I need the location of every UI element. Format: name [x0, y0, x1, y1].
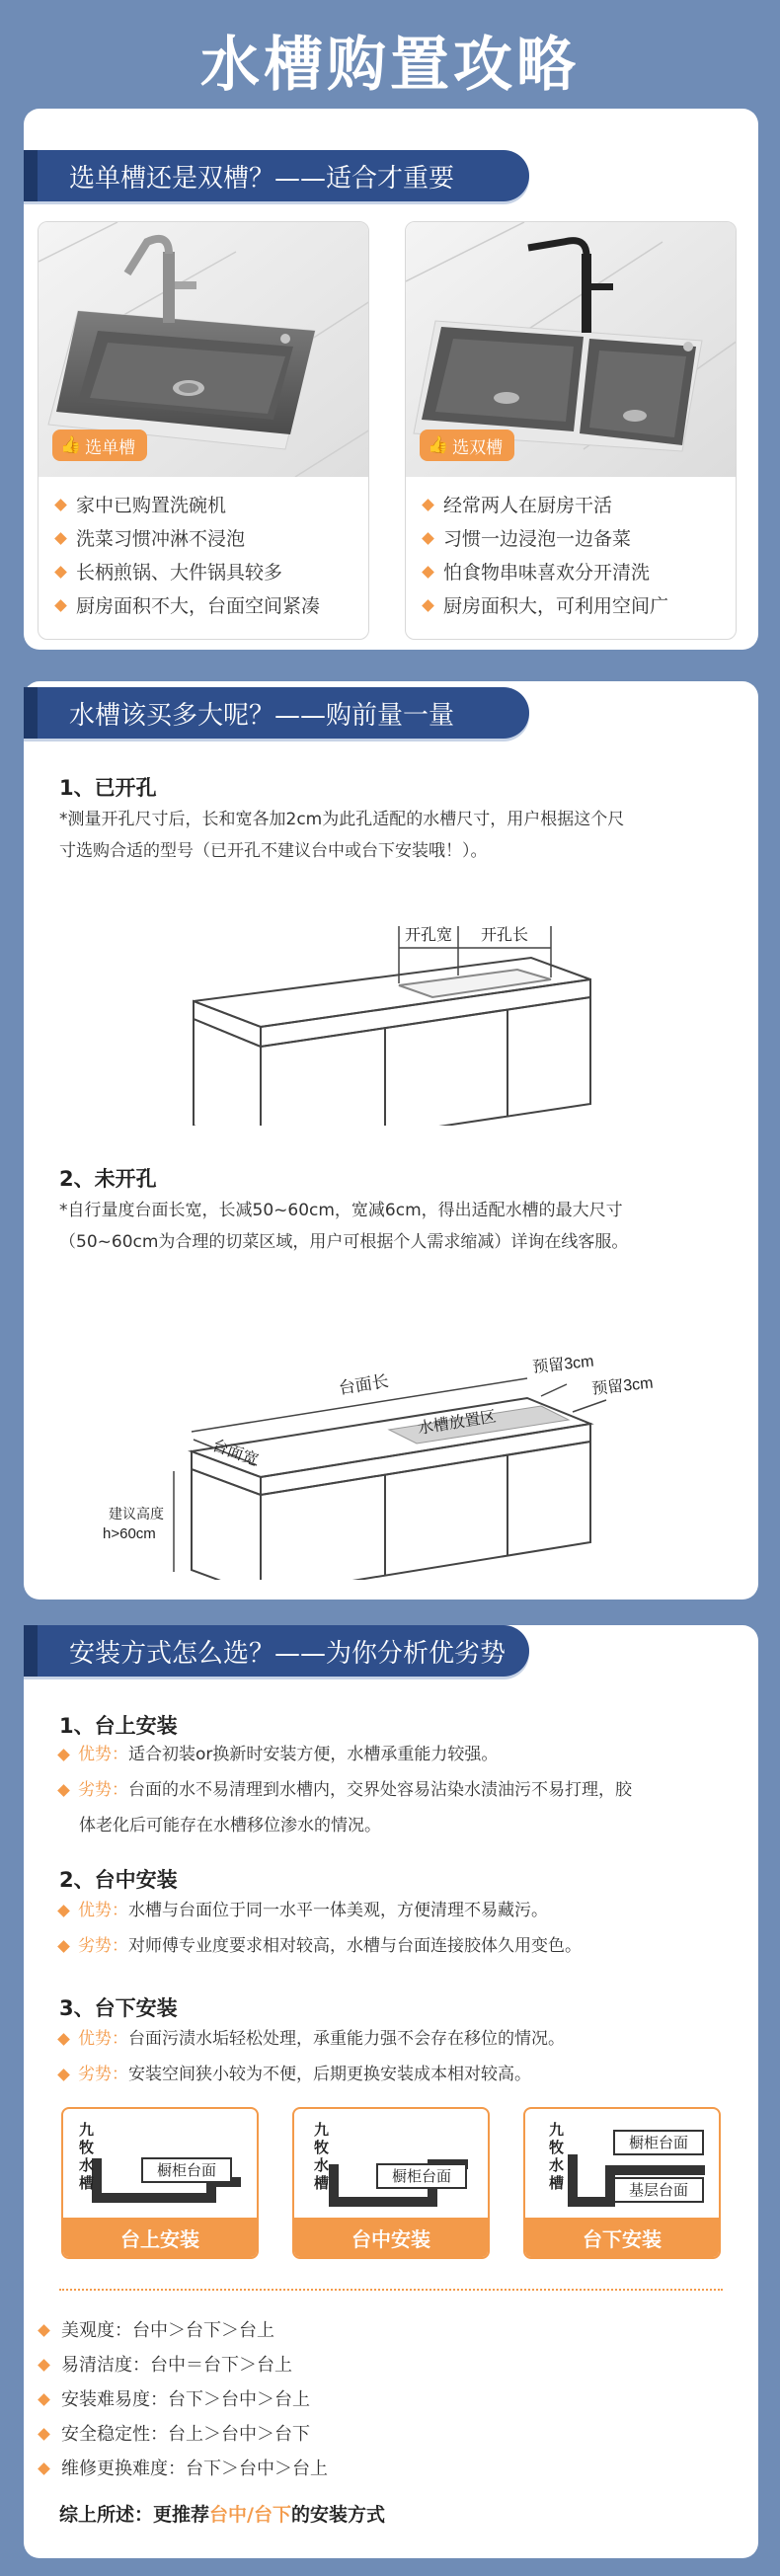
- counter-label: 橱柜台面: [391, 2168, 452, 2185]
- pro-label: 优势：: [78, 1745, 128, 1764]
- single-sink-panel: [38, 221, 369, 640]
- brand-char: 九: [314, 2122, 330, 2139]
- conclusion-suffix: 的安装方式: [290, 2504, 385, 2526]
- section2-part1-text-1: *测量开孔尺寸后，长和宽各加2cm为此孔适配的水槽尺寸，用户根据这个尺: [59, 810, 625, 829]
- brand-char: 牧: [549, 2140, 565, 2156]
- install-under-sketch: [525, 2109, 721, 2220]
- single-sink-tag-label: 选单槽: [85, 437, 136, 458]
- thumbs-up-icon: 👍: [428, 435, 449, 455]
- double-sink-panel: [405, 221, 737, 640]
- pro-label: 优势：: [78, 2029, 128, 2049]
- counter-length-label: 台面长: [337, 1371, 390, 1398]
- page-title: 水槽购置攻略: [200, 31, 580, 100]
- install-mid-pro: [59, 1894, 750, 1927]
- brand-char: 九: [79, 2122, 95, 2139]
- pro-text: 适合初装or换新时安装方便，水槽承重能力较强。: [128, 1745, 499, 1764]
- counter-label: 橱柜台面: [156, 2162, 217, 2179]
- base-label: 基层台面: [628, 2182, 689, 2199]
- install-under-label: 台下安装: [525, 2218, 719, 2257]
- con-label: 劣势：: [78, 1780, 128, 1800]
- install-top-con-2: [59, 1809, 750, 1842]
- list-item: 厨房面积不大，台面空间紧凑: [56, 589, 320, 623]
- list-item: 习惯一边浸泡一边备菜: [424, 522, 668, 556]
- list-item: 怕食物串味喜欢分开清洗: [424, 556, 668, 589]
- list-item: 安装难易度：台下＞台中＞台上: [39, 2382, 328, 2417]
- con-label: 劣势：: [78, 2065, 128, 2084]
- diamond-icon: [57, 1940, 70, 1953]
- counter-width-label: 台面宽: [209, 1437, 261, 1470]
- list-item: 易清洁度：台中＝台下＞台上: [39, 2348, 328, 2382]
- list-item: 维修更换难度：台下＞台中＞台上: [39, 2452, 328, 2486]
- reserve-label-2: 预留3cm: [590, 1374, 655, 1398]
- cut-hole-diagram: [24, 889, 758, 1126]
- install-under-pro: [59, 2022, 750, 2056]
- section2-part2-text-1: *自行量度台面长宽，长减50~60cm，宽减6cm，得出适配水槽的最大尺寸: [59, 1201, 623, 1220]
- diamond-icon: [57, 2069, 70, 2081]
- dotted-divider: [59, 2289, 723, 2291]
- brand-char: 槽: [314, 2175, 330, 2192]
- height-label-2: h>60cm: [103, 1525, 156, 1542]
- double-sink-tag-label: 选双槽: [452, 437, 504, 458]
- install-mid-label: 台中安装: [294, 2218, 488, 2257]
- brand-char: 水: [79, 2157, 95, 2174]
- install-mid-title: 2、台中安装: [59, 1868, 178, 1892]
- sink-area-label: 水槽放置区: [416, 1408, 498, 1438]
- install-diagram-under: [523, 2107, 721, 2259]
- brand-char: 槽: [79, 2175, 95, 2192]
- section2-part1-text-2: 寸选购合适的型号（已开孔不建议台中或台下安装哦！）。: [59, 841, 488, 861]
- con-text: 对师傅专业度要求相对较高，水槽与台面连接胶体久用变色。: [128, 1936, 582, 1956]
- pro-text: 台面污渍水垢轻松处理，承重能力强不会存在移位的情况。: [128, 2029, 565, 2049]
- install-under-title: 3、台下安装: [59, 1996, 178, 2020]
- section2-part2-title: 2、未开孔: [59, 1167, 157, 1191]
- list-item: 长柄煎锅、大件锅具较多: [56, 556, 320, 589]
- install-under-con: [59, 2058, 750, 2091]
- cut-length-label: 开孔长: [480, 927, 529, 944]
- list-item: 经常两人在厨房干活: [424, 489, 668, 522]
- install-top-con: [59, 1773, 750, 1807]
- diamond-icon: [57, 1749, 70, 1761]
- pro-text: 水槽与台面位于同一水平一体美观，方便清理不易藏污。: [128, 1901, 548, 1920]
- list-item: 厨房面积大，可利用空间广: [424, 589, 668, 623]
- brand-char: 牧: [79, 2140, 95, 2156]
- section3-header: 安装方式怎么选？——为你分析优劣势: [24, 1625, 529, 1677]
- install-top-title: 1、台上安装: [59, 1714, 178, 1738]
- double-sink-tag: [420, 429, 514, 461]
- single-sink-reasons: [56, 489, 320, 623]
- diamond-icon: [57, 1905, 70, 1917]
- double-sink-reasons: [424, 489, 668, 623]
- list-item: 家中已购置洗碗机: [56, 489, 320, 522]
- list-item: 美观度：台中＞台下＞台上: [39, 2313, 328, 2348]
- section1-header: 选单槽还是双槽？——适合才重要: [24, 150, 529, 201]
- con-text-2: 体老化后可能存在水槽移位渗水的情况。: [79, 1816, 381, 1835]
- con-label: 劣势：: [78, 1936, 128, 1956]
- summary-list: [39, 2313, 328, 2486]
- install-top-label: 台上安装: [63, 2218, 257, 2257]
- diamond-icon: [57, 1784, 70, 1797]
- height-label-1: 建议高度: [109, 1506, 164, 1522]
- brand-char: 槽: [549, 2175, 565, 2192]
- pro-label: 优势：: [78, 1901, 128, 1920]
- counter-label: 橱柜台面: [628, 2135, 689, 2151]
- install-mid-sketch: [294, 2109, 490, 2220]
- con-text: 台面的水不易清理到水槽内，交界处容易沾染水渍油污不易打理，胶: [128, 1780, 632, 1800]
- install-top-pro: [59, 1738, 750, 1771]
- conclusion-highlight: 台中/台下: [209, 2504, 291, 2526]
- con-text: 安装空间狭小较为不便，后期更换安装成本相对较高。: [128, 2065, 531, 2084]
- install-mid-con: [59, 1929, 750, 1963]
- brand-char: 水: [314, 2157, 330, 2174]
- install-diagram-mid: [292, 2107, 490, 2259]
- section2-header: 水槽该买多大呢？——购前量一量: [24, 687, 529, 739]
- brand-char: 九: [549, 2122, 565, 2139]
- list-item: 洗菜习惯冲淋不浸泡: [56, 522, 320, 556]
- list-item: 安全稳定性：台上＞台中＞台下: [39, 2417, 328, 2452]
- brand-char: 牧: [314, 2140, 330, 2156]
- card-sink-size: [24, 681, 758, 1600]
- diamond-icon: [57, 2033, 70, 2046]
- single-sink-tag: [52, 429, 147, 461]
- thumbs-up-icon: 👍: [60, 435, 82, 455]
- conclusion: [59, 2500, 385, 2527]
- section2-part1-title: 1、已开孔: [59, 776, 157, 800]
- countertop-diagram: [24, 1284, 758, 1580]
- install-diagram-top: [61, 2107, 259, 2259]
- install-top-sketch: [63, 2109, 259, 2220]
- cut-width-label: 开孔宽: [404, 927, 453, 944]
- brand-char: 水: [549, 2157, 565, 2174]
- section2-part2-text-2: （50~60cm为合理的切菜区域，用户可根据个人需求缩减）详询在线客服。: [59, 1232, 629, 1252]
- conclusion-prefix: 综上所述：更推荐: [59, 2504, 210, 2526]
- reserve-label-1: 预留3cm: [531, 1353, 595, 1376]
